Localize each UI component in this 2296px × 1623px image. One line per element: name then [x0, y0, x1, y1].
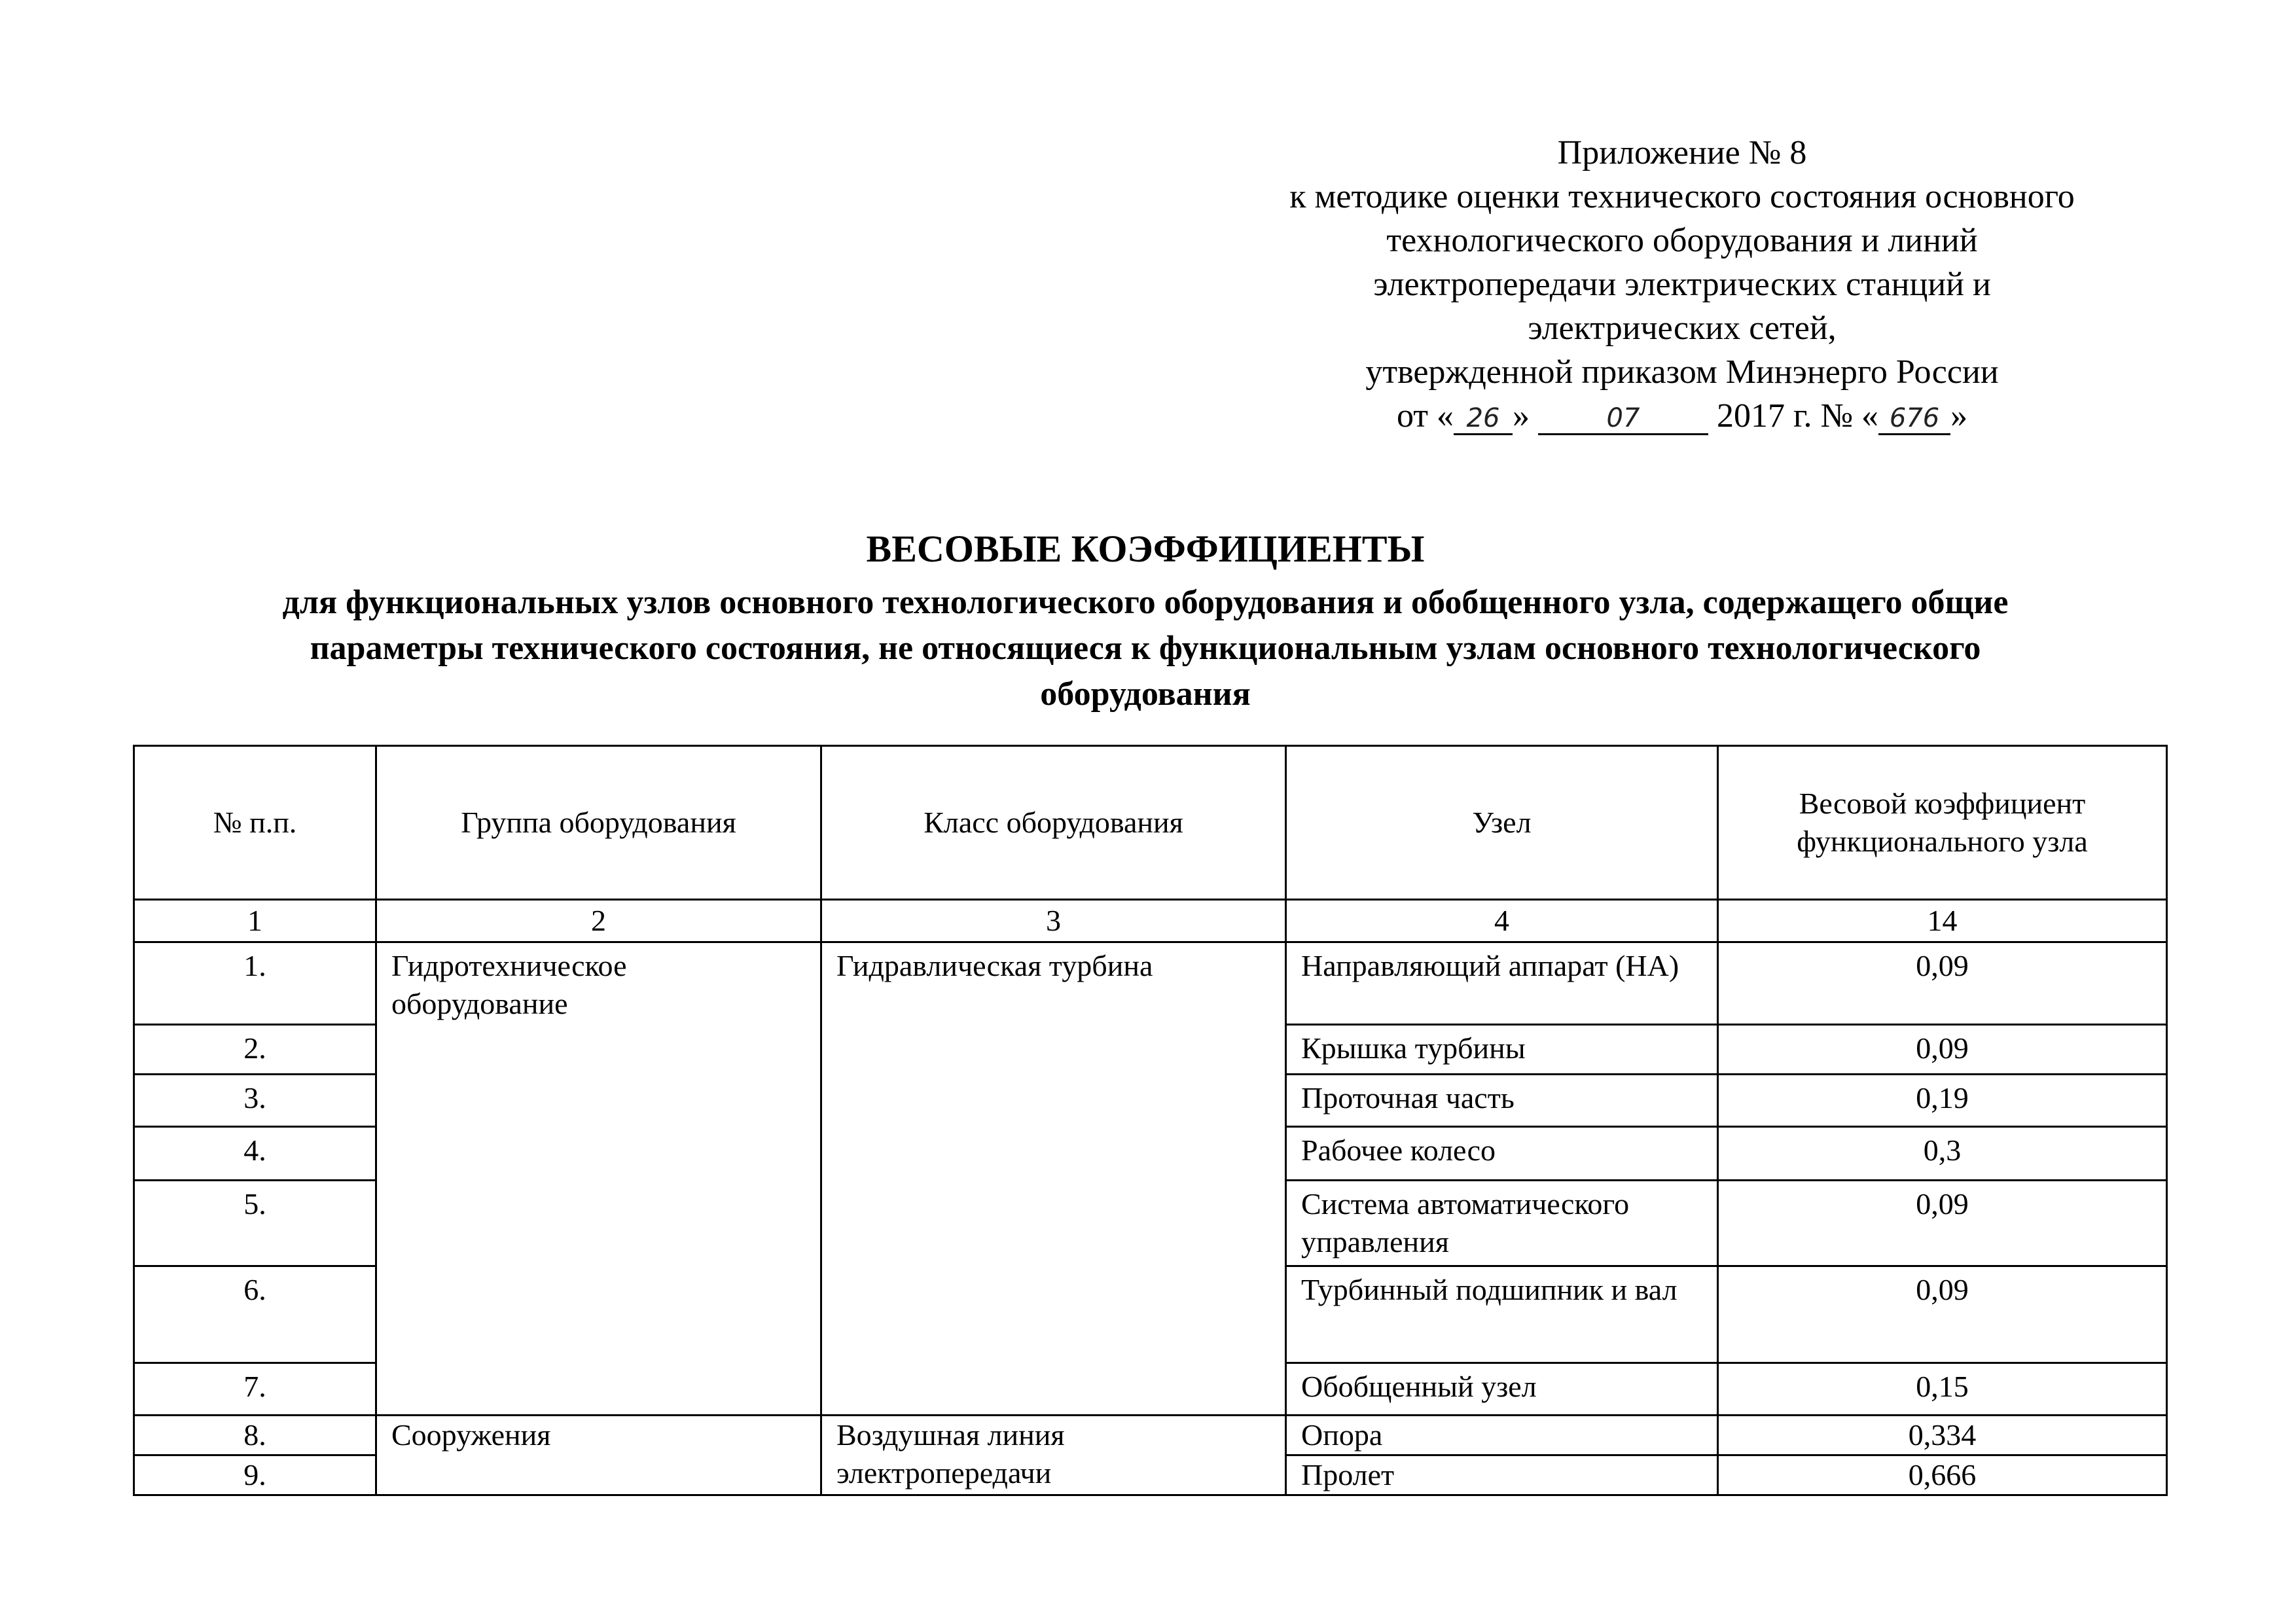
table-row: [134, 942, 2167, 1025]
coefficient-cell: 0,666: [1718, 1455, 2167, 1495]
node-cell: Пролет: [1286, 1455, 1718, 1495]
coefficient-cell: 0,15: [1718, 1363, 2167, 1416]
header-cell: Узел: [1286, 746, 1718, 900]
node-cell: Турбинный подшипник и вал: [1286, 1266, 1718, 1363]
appendix-line: электрических сетей,: [1528, 310, 1837, 347]
coefficients-table: [133, 745, 2168, 1496]
coefficient-cell: 0,09: [1718, 1181, 2167, 1266]
coefficient-cell: 0,334: [1718, 1416, 2167, 1455]
column-number-cell: 3: [821, 900, 1286, 942]
node-cell: Система автоматического управления: [1286, 1181, 1718, 1266]
equipment-group-cell: Гидротехническое оборудование: [376, 942, 821, 1416]
appendix-line: электропередачи электрических станций и: [1373, 266, 1991, 303]
table-header-row: [134, 746, 2167, 900]
header-cell: № п.п.: [134, 746, 376, 900]
appendix-block: [1191, 131, 2173, 438]
node-cell: Обобщенный узел: [1286, 1363, 1718, 1416]
document-title: ВЕСОВЫЕ КОЭФФИЦИЕНТЫ: [866, 527, 1425, 570]
row-number-cell: 2.: [134, 1025, 376, 1075]
row-number-cell: 8.: [134, 1416, 376, 1455]
date-year-text: 2017 г. № «: [1716, 397, 1879, 435]
subtitle-line: оборудования: [1040, 675, 1251, 713]
column-number-cell: 14: [1718, 900, 2167, 942]
document-subtitle: [131, 580, 2160, 717]
row-number-cell: 4.: [134, 1127, 376, 1181]
row-number-cell: 9.: [134, 1455, 376, 1495]
column-number-cell: 4: [1286, 900, 1718, 942]
node-cell: Опора: [1286, 1416, 1718, 1455]
header-cell: Группа оборудования: [376, 746, 821, 900]
date-day-handwritten: 26: [1454, 403, 1513, 435]
date-mid: »: [1512, 397, 1530, 435]
subtitle-line: параметры технического состояния, не относящиеся к функциональным узлам основного технологического: [310, 630, 1981, 667]
order-number-handwritten: 676: [1878, 403, 1950, 435]
document-title-block: [131, 524, 2160, 717]
row-number-cell: 5.: [134, 1181, 376, 1266]
subtitle-line: для функциональных узлов основного технологического оборудования и обобщенного узла, содержащего общие: [282, 584, 2009, 621]
column-number-cell: 2: [376, 900, 821, 942]
equipment-class-cell: Воздушная линия электропередачи: [821, 1416, 1286, 1495]
appendix-line: технологического оборудования и линий: [1386, 222, 1978, 259]
node-cell: Рабочее колесо: [1286, 1127, 1718, 1181]
row-number-cell: 7.: [134, 1363, 376, 1416]
header-cell: Весовой коэффициент функционального узла: [1718, 746, 2167, 900]
header-cell: Класс оборудования: [821, 746, 1286, 900]
coefficient-cell: 0,09: [1718, 942, 2167, 1025]
appendix-line: утвержденной приказом Минэнерго России: [1365, 353, 1999, 391]
coefficient-cell: 0,3: [1718, 1127, 2167, 1181]
date-prefix: от «: [1396, 397, 1454, 435]
node-cell: Направляющий аппарат (НА): [1286, 942, 1718, 1025]
appendix-line: к методике оценки технического состояния основного: [1289, 178, 2075, 215]
column-number-cell: 1: [134, 900, 376, 942]
equipment-group-cell: Сооружения: [376, 1416, 821, 1495]
node-cell: Проточная часть: [1286, 1075, 1718, 1127]
row-number-cell: 1.: [134, 942, 376, 1025]
equipment-class-cell: Гидравлическая турбина: [821, 942, 1286, 1416]
date-suffix: »: [1950, 397, 1968, 435]
column-number-row: [134, 900, 2167, 942]
appendix-line: Приложение № 8: [1557, 134, 1807, 171]
row-number-cell: 6.: [134, 1266, 376, 1363]
date-month-handwritten: 07: [1538, 403, 1708, 435]
row-number-cell: 3.: [134, 1075, 376, 1127]
approval-date-line: [1191, 394, 2173, 438]
node-cell: Крышка турбины: [1286, 1025, 1718, 1075]
table-row: [134, 1416, 2167, 1455]
coefficient-cell: 0,09: [1718, 1025, 2167, 1075]
coefficient-cell: 0,19: [1718, 1075, 2167, 1127]
coefficient-cell: 0,09: [1718, 1266, 2167, 1363]
